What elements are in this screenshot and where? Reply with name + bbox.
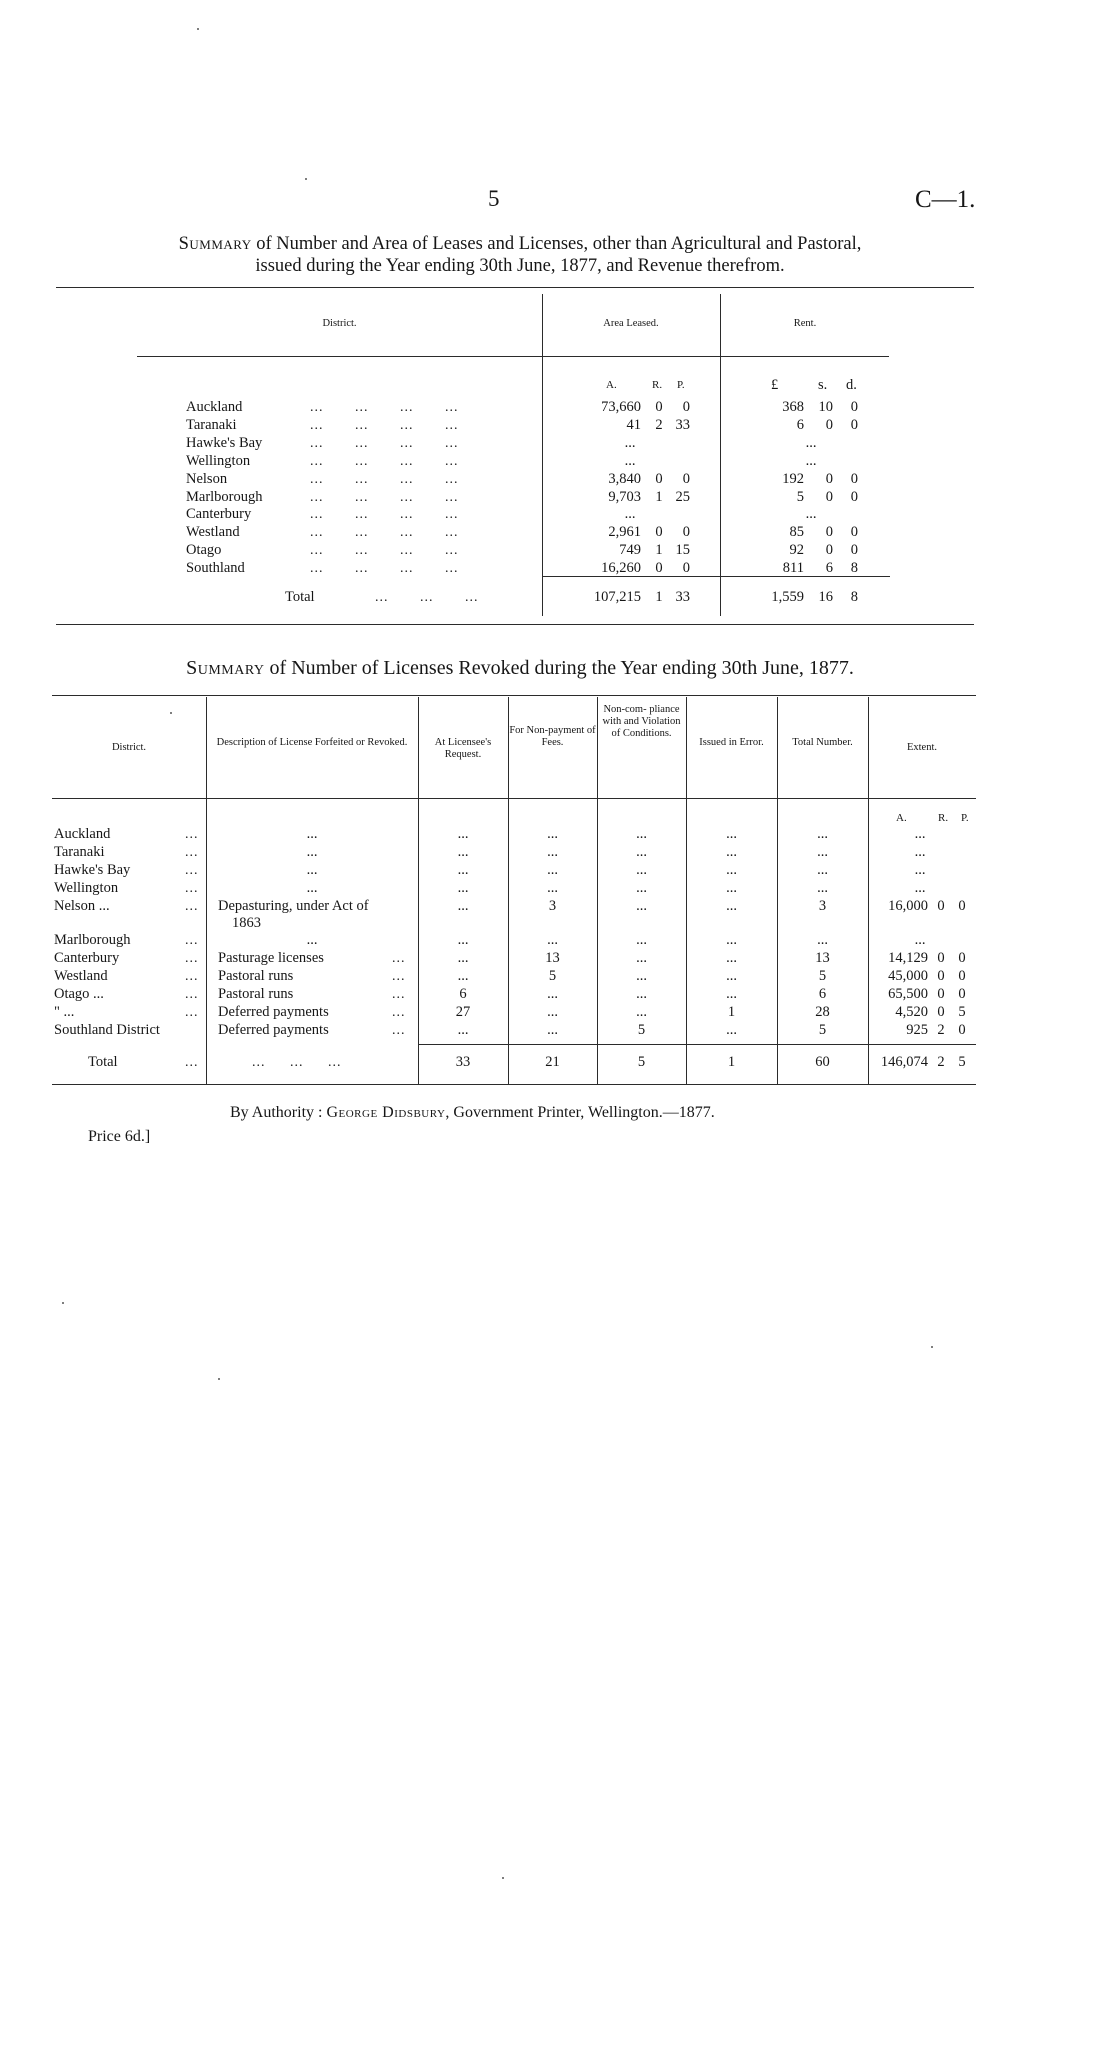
table2-row-description: Pastoral runs: [218, 986, 294, 1002]
table2-row-request: ...: [457, 950, 469, 966]
table1-row-perches: 0: [682, 399, 690, 415]
table1-unit-shillings: s.: [818, 377, 828, 393]
table1-total-pence: 8: [850, 589, 858, 605]
table2-row-leaders: ...: [185, 827, 199, 842]
table2-row-request: ...: [457, 968, 469, 984]
table2-row-leaders: ...: [185, 933, 199, 948]
table1-row-roods: 1: [655, 542, 663, 558]
table1-row-pence: 0: [850, 489, 858, 505]
table1-row-roods: 0: [655, 471, 663, 487]
table2-row-description-cont: 1863: [232, 915, 261, 931]
table2-row-error: ...: [726, 898, 737, 914]
table2-row-description: Deferred payments: [218, 1022, 329, 1038]
table1-header-rule: [137, 356, 889, 357]
table2-row-error: ...: [726, 1022, 737, 1038]
table2-row-total: 5: [818, 1022, 827, 1038]
table2-row-description: ...: [306, 844, 318, 860]
table2-row-noncompliance: ...: [636, 950, 647, 966]
table2-total-rule: [418, 1044, 976, 1045]
table2-row-fees: ...: [547, 880, 558, 896]
table2-row-perches: 5: [958, 1004, 966, 1020]
print-speck: [218, 1378, 220, 1380]
print-speck: [931, 1346, 933, 1348]
table2-row-request: ...: [457, 932, 469, 948]
table1-row-pounds: 92: [789, 542, 804, 558]
table2-row-leaders: ...: [185, 899, 199, 914]
table1-row-shillings: 0: [825, 471, 833, 487]
table1-row-acres: ...: [624, 435, 636, 451]
table2-header-district: District.: [111, 742, 147, 753]
table2-row-acres: 16,000: [888, 898, 928, 914]
table2-total-acres: 146,074: [880, 1054, 928, 1070]
table2-row-district: Marlborough: [54, 932, 131, 948]
table1-row-leaders: ... ... ... ...: [310, 436, 459, 451]
print-speck: [170, 712, 172, 714]
table2-row-acres: 14,129: [888, 950, 928, 966]
table2-row-fees: ...: [547, 862, 558, 878]
table2-row-request: ...: [457, 862, 469, 878]
table2-header-request: At Licensee's Request.: [434, 737, 492, 760]
table1-divider-2: [720, 294, 721, 616]
table2-row-district: Canterbury: [54, 950, 120, 966]
table1-row-pence: 0: [850, 524, 858, 540]
table1-header-district: District.: [322, 318, 357, 329]
table1-row-pence: 0: [850, 471, 858, 487]
table1-divider-1: [542, 294, 543, 616]
table1-row-district: Taranaki: [186, 417, 237, 433]
table2-row-noncompliance: ...: [636, 844, 647, 860]
table1-unit-acres: A.: [606, 379, 617, 391]
table2-row-roods: 0: [937, 1004, 945, 1020]
table1-title-line1: Summary of Number and Area of Leases and Licenses, other than Agricultural and Pastoral,: [178, 234, 862, 254]
table2-row-district: Nelson ...: [54, 898, 110, 914]
table2-row-total: ...: [817, 932, 828, 948]
table2-row-district: Otago ...: [54, 986, 104, 1002]
table2-row-fees: 3: [548, 898, 557, 914]
table1-row-shillings: 0: [825, 542, 833, 558]
table1-row-district: Otago: [186, 542, 222, 558]
table2-total-roods: 2: [937, 1054, 945, 1070]
table2-row-error: ...: [726, 844, 737, 860]
table2-row-acres: 925: [906, 1022, 928, 1038]
table2-header-extent: Extent.: [906, 742, 938, 753]
print-speck: [502, 1877, 504, 1879]
table1-row-district: Wellington: [186, 453, 251, 469]
table2-row-description: Pasturage licenses: [218, 950, 324, 966]
table1-row-pence: 0: [850, 542, 858, 558]
table1-row-leaders: ... ... ... ...: [310, 418, 459, 433]
table1-total-perches: 33: [675, 589, 690, 605]
table2-row-desc-leaders: ...: [392, 1023, 406, 1038]
table2-total-number: 60: [815, 1054, 830, 1070]
table2-row-description: ...: [306, 826, 318, 842]
table2-total-noncompliance: 5: [637, 1054, 646, 1070]
table1-row-district: Hawke's Bay: [186, 435, 263, 451]
table1-row-leaders: ... ... ... ...: [310, 472, 459, 487]
document-reference: C—1.: [915, 186, 976, 213]
table2-row-district: Auckland: [54, 826, 111, 842]
table1-row-leaders: ... ... ... ...: [310, 400, 459, 415]
table2-row-error: ...: [726, 862, 737, 878]
table1-unit-roods: R.: [652, 379, 663, 391]
table1-top-rule: [56, 287, 974, 288]
table1-row-leaders: ... ... ... ...: [310, 490, 459, 505]
table2-row-fees: ...: [547, 844, 558, 860]
table2-row-description: ...: [306, 880, 318, 896]
table2-header-fees: For Non-payment of Fees.: [509, 725, 596, 748]
table2-total-error: 1: [727, 1054, 736, 1070]
table2-total-fees: 21: [545, 1054, 560, 1070]
table1-row-acres: 16,260: [601, 560, 641, 576]
table2-row-leaders: ...: [185, 987, 199, 1002]
table1-row-roods: 0: [655, 524, 663, 540]
table2-row-leaders: ...: [185, 845, 199, 860]
table1-row-roods: 2: [655, 417, 663, 433]
table2-row-perches: 0: [958, 968, 966, 984]
table1-row-leaders: ... ... ... ...: [310, 543, 459, 558]
table1-row-pence: 0: [850, 399, 858, 415]
table2-row-total: 5: [818, 968, 827, 984]
table2-row-acres: ...: [914, 880, 926, 896]
table2-row-desc-leaders: ...: [392, 1005, 406, 1020]
table2-header-rule: [52, 798, 976, 799]
table2-row-roods: 2: [937, 1022, 945, 1038]
table2-top-rule: [52, 695, 976, 696]
table1-row-leaders: ... ... ... ...: [310, 507, 459, 522]
table2-row-total: ...: [817, 826, 828, 842]
table2-row-perches: 0: [958, 898, 966, 914]
table1-unit-pounds: £: [771, 377, 779, 393]
table1-row-perches: 0: [682, 471, 690, 487]
table2-row-acres: ...: [914, 932, 926, 948]
table1-total-roods: 1: [655, 589, 663, 605]
table2-row-error: ...: [726, 968, 737, 984]
table2-title: Summary of Number of Licenses Revoked during the Year ending 30th June, 1877.: [186, 657, 854, 679]
table2-row-error: ...: [726, 880, 737, 896]
table1-total-label: Total: [285, 589, 315, 605]
table1-row-acres: 73,660: [601, 399, 641, 415]
table1-header-area: Area Leased.: [603, 318, 659, 329]
table2-row-noncompliance: ...: [636, 932, 647, 948]
table2-row-total: 6: [818, 986, 827, 1002]
table2-row-noncompliance: ...: [636, 968, 647, 984]
table1-unit-pence: d.: [846, 377, 857, 393]
table1-row-roods: 0: [655, 399, 663, 415]
table2-row-total: ...: [817, 844, 828, 860]
table1-row-district: Nelson: [186, 471, 228, 487]
table2-total-label: Total: [88, 1054, 118, 1070]
table2-row-request: ...: [457, 898, 469, 914]
table2-header-total: Total Number.: [792, 737, 853, 748]
table2-row-fees: ...: [547, 986, 558, 1002]
table2-row-perches: 0: [958, 1022, 966, 1038]
table1-row-roods: 0: [655, 560, 663, 576]
table2-row-roods: 0: [937, 968, 945, 984]
table2-row-description: ...: [306, 932, 318, 948]
table2-unit-acres: A.: [896, 812, 907, 824]
table1-row-leaders: ... ... ... ...: [310, 525, 459, 540]
table2-row-request: ...: [457, 1022, 469, 1038]
table2-bottom-rule: [52, 1084, 976, 1085]
table2-row-error: ...: [726, 826, 737, 842]
table2-row-noncompliance: ...: [636, 986, 647, 1002]
table2-row-acres: 45,000: [888, 968, 928, 984]
table1-bottom-rule: [56, 624, 974, 625]
table2-header-error: Issued in Error.: [699, 737, 764, 748]
table2-header-description: Description of License Forfeited or Revoked.: [216, 737, 408, 748]
table2-row-description: Depasturing, under Act of: [218, 898, 369, 914]
table2-row-total: 28: [815, 1004, 830, 1020]
table2-row-total: 13: [815, 950, 830, 966]
print-speck: [62, 1302, 64, 1304]
table2-row-district: Taranaki: [54, 844, 105, 860]
table2-row-total: 3: [818, 898, 827, 914]
table2-row-request: 6: [459, 986, 467, 1002]
table2-row-desc-leaders: ...: [392, 969, 406, 984]
table1-row-shillings: 6: [825, 560, 833, 576]
table1-title-line2: issued during the Year ending 30th June, 1877, and Revenue therefrom.: [255, 256, 785, 276]
table1-row-shillings: 10: [818, 399, 833, 415]
table2-row-request: ...: [457, 880, 469, 896]
table2-row-leaders: ...: [185, 881, 199, 896]
table1-header-rent: Rent.: [793, 318, 817, 329]
printer-imprint: By Authority : George Didsbury, Government Printer, Wellington.—1877.: [230, 1104, 715, 1121]
table1-row-district: Canterbury: [186, 506, 252, 522]
print-speck: [197, 28, 199, 30]
table1-row-acres: ...: [624, 453, 636, 469]
table1-row-pounds: ...: [805, 506, 817, 522]
table2-row-fees: ...: [547, 826, 558, 842]
table2-row-desc-leaders: ...: [392, 951, 406, 966]
table1-row-perches: 0: [682, 560, 690, 576]
table1-row-acres: ...: [624, 506, 636, 522]
table2-row-acres: 4,520: [895, 1004, 928, 1020]
table2-row-acres: ...: [914, 826, 926, 842]
table1-row-leaders: ... ... ... ...: [310, 561, 459, 576]
table1-row-acres: 9,703: [608, 489, 641, 505]
table2-row-noncompliance: ...: [636, 1004, 647, 1020]
table1-row-district: Marlborough: [186, 489, 263, 505]
table1-row-pence: 8: [850, 560, 858, 576]
table1-row-district: Southland: [186, 560, 245, 576]
price-note: Price 6d.]: [88, 1128, 151, 1145]
table2-row-roods: 0: [937, 986, 945, 1002]
table2-row-noncompliance: ...: [636, 898, 647, 914]
table1-total-shillings: 16: [818, 589, 833, 605]
table2-row-request: ...: [457, 844, 469, 860]
table1-row-perches: 15: [675, 542, 690, 558]
table2-row-district: Southland District: [54, 1022, 160, 1038]
table1-row-pounds: 192: [782, 471, 804, 487]
table2-unit-roods: R.: [938, 812, 949, 824]
table1-total-acres: 107,215: [593, 589, 641, 605]
table2-row-acres: 65,500: [888, 986, 928, 1002]
table2-row-description: Pastoral runs: [218, 968, 294, 984]
table1-row-roods: 1: [655, 489, 663, 505]
table2-row-perches: 0: [958, 950, 966, 966]
table1-row-pounds: ...: [805, 435, 817, 451]
table2-row-total: ...: [817, 880, 828, 896]
table2-row-desc-leaders: ...: [392, 987, 406, 1002]
table1-unit-perches: P.: [677, 379, 685, 391]
table2-unit-perches: P.: [961, 812, 969, 824]
table1-row-acres: 749: [619, 542, 641, 558]
table2-row-fees: ...: [547, 1004, 558, 1020]
table2-row-leaders: ...: [185, 863, 199, 878]
table2-header-noncompliance: Non-com- pliance with and Violation of Conditions.: [602, 704, 681, 739]
table2-row-district: Hawke's Bay: [54, 862, 131, 878]
table2-row-error: ...: [726, 950, 737, 966]
table2-row-acres: ...: [914, 862, 926, 878]
table2-row-noncompliance: ...: [636, 880, 647, 896]
table2-row-leaders: ...: [185, 969, 199, 984]
table2-row-district: Westland: [54, 968, 108, 984]
table2-row-fees: ...: [547, 932, 558, 948]
table2-row-description: Deferred payments: [218, 1004, 329, 1020]
table2-row-total: ...: [817, 862, 828, 878]
table1-row-district: Auckland: [186, 399, 243, 415]
table2-row-roods: 0: [937, 898, 945, 914]
table1-row-pounds: 5: [796, 489, 804, 505]
page-number: 5: [488, 186, 500, 211]
table1-row-shillings: 0: [825, 524, 833, 540]
table1-row-perches: 25: [675, 489, 690, 505]
table2-row-perches: 0: [958, 986, 966, 1002]
table1-row-shillings: 0: [825, 417, 833, 433]
table2-row-fees: 13: [545, 950, 560, 966]
table2-total-request: 33: [455, 1054, 471, 1070]
table2-row-request: 27: [455, 1004, 471, 1020]
table1-row-district: Westland: [186, 524, 240, 540]
table1-row-pence: 0: [850, 417, 858, 433]
table2-row-fees: ...: [547, 1022, 558, 1038]
table1-row-perches: 33: [675, 417, 690, 433]
table2-row-acres: ...: [914, 844, 926, 860]
table2-total-leaders: ...: [185, 1055, 199, 1070]
table1-row-acres: 3,840: [608, 471, 641, 487]
table2-row-noncompliance: ...: [636, 862, 647, 878]
table2-row-noncompliance: 5: [637, 1022, 646, 1038]
table2-row-district: " ...: [54, 1004, 75, 1020]
table1-total-pounds: 1,559: [771, 589, 804, 605]
table2-row-roods: 0: [937, 950, 945, 966]
table2-row-leaders: ...: [185, 951, 199, 966]
table1-row-leaders: ... ... ... ...: [310, 454, 459, 469]
print-speck: [305, 178, 307, 180]
table1-row-pounds: 368: [782, 399, 804, 415]
table1-row-pounds: 811: [782, 560, 804, 576]
table2-row-fees: 5: [548, 968, 557, 984]
table2-row-noncompliance: ...: [636, 826, 647, 842]
table2-total-perches: 5: [958, 1054, 966, 1070]
table2-row-error: 1: [727, 1004, 736, 1020]
table1-row-pounds: 85: [789, 524, 804, 540]
table1-total-leaders: ... ... ...: [375, 590, 479, 605]
table1-row-perches: 0: [682, 524, 690, 540]
table1-row-acres: 2,961: [608, 524, 641, 540]
table1-total-rule: [542, 576, 890, 577]
table2-row-request: ...: [457, 826, 469, 842]
table1-row-shillings: 0: [825, 489, 833, 505]
table1-row-pounds: ...: [805, 453, 817, 469]
table1-row-pounds: 6: [796, 417, 804, 433]
table2-row-error: ...: [726, 986, 737, 1002]
table2-row-error: ...: [726, 932, 737, 948]
table1-row-acres: 41: [626, 417, 641, 433]
table2-row-leaders: ...: [185, 1005, 199, 1020]
table2-row-district: Wellington: [54, 880, 119, 896]
table2-total-desc: ... ... ...: [252, 1055, 342, 1070]
table2-row-description: ...: [306, 862, 318, 878]
